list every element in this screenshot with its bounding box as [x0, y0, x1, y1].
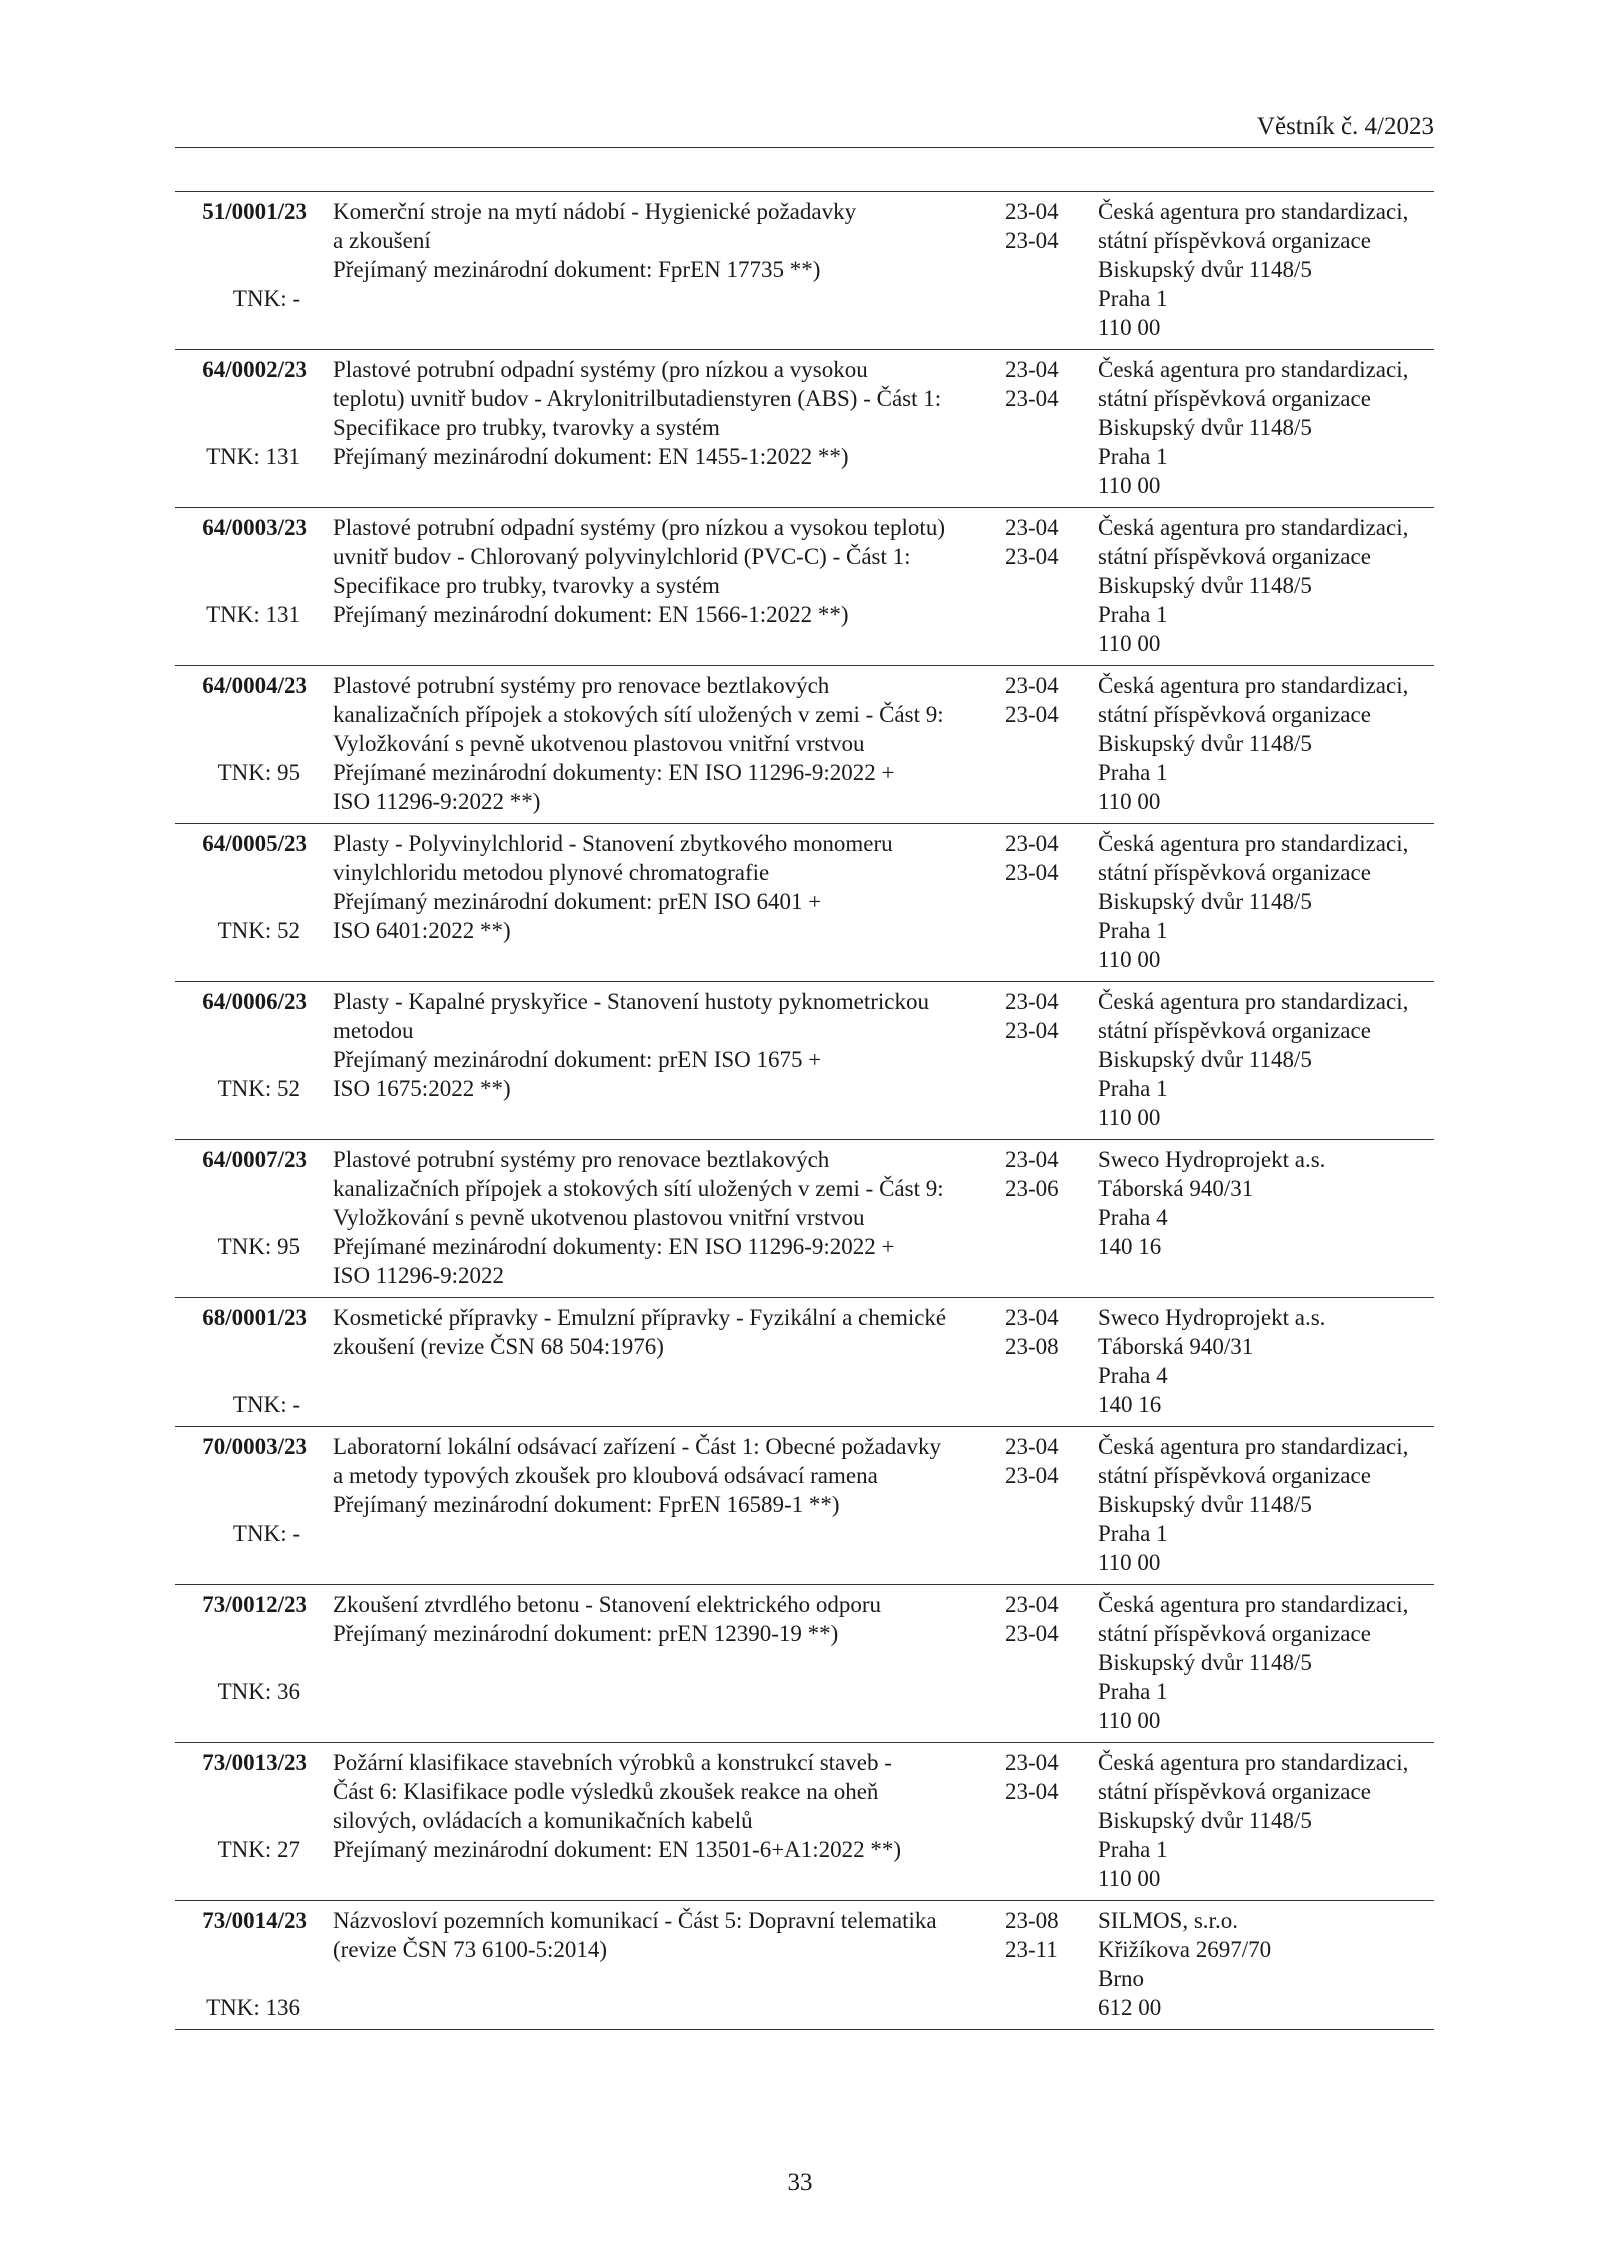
entry-id — [175, 1748, 307, 1777]
entry-date: 23-08 — [1005, 1908, 1059, 1933]
entry-title-line: metodou — [333, 1018, 414, 1043]
entry-org-line: 110 00 — [1098, 315, 1161, 340]
entry-tnk-text: TNK: - — [232, 1392, 300, 1417]
entry-org-line: Česká agentura pro standardizaci, — [1098, 673, 1409, 698]
entry-tnk-text: TNK: 95 — [217, 760, 300, 785]
entry-title-line: a zkoušení — [333, 228, 431, 253]
entry-organization — [1098, 1748, 1438, 1893]
entry-org-line: Táborská 940/31 — [1098, 1334, 1254, 1359]
entry-title-line: a metody typových zkoušek pro kloubová odsávací ramena — [333, 1463, 878, 1488]
entry-title-line: Přejímaný mezinárodní dokument: EN 1455-1:2022 **) — [333, 444, 849, 469]
entry-org-line: Praha 4 — [1098, 1205, 1168, 1230]
entry-date: 23-04 — [1005, 1621, 1059, 1646]
entry-title-line: kanalizačních přípojek a stokových sítí uložených v zemi - Část 9: — [333, 1176, 944, 1201]
entry-tnk-text: TNK: - — [232, 286, 300, 311]
entry-organization — [1098, 1145, 1438, 1261]
entry-tnk — [175, 1390, 300, 1419]
entry-id-text: 64/0005/23 — [202, 831, 307, 856]
entry-org-line: Praha 1 — [1098, 286, 1168, 311]
entry-title-line: Přejímaný mezinárodní dokument: FprEN 17735 **) — [333, 257, 821, 282]
table-row — [175, 1901, 1434, 2030]
entry-date: 23-04 — [1005, 1434, 1059, 1459]
entry-org-line: státní příspěvková organizace — [1098, 1463, 1371, 1488]
entry-title-line: Vyložkování s pevně ukotvenou plastovou vnitřní vrstvou — [333, 1205, 865, 1230]
entry-org-line: 110 00 — [1098, 1866, 1161, 1891]
entry-org-line: Biskupský dvůr 1148/5 — [1098, 415, 1312, 440]
entry-organization — [1098, 197, 1438, 342]
entry-title-line: Laboratorní lokální odsávací zařízení - Část 1: Obecné požadavky — [333, 1434, 941, 1459]
entry-org-line: 110 00 — [1098, 947, 1161, 972]
entry-tnk-text: TNK: 27 — [217, 1837, 300, 1862]
entry-title-line: teplotu) uvnitř budov - Akrylonitrilbutadienstyren (ABS) - Část 1: — [333, 386, 942, 411]
entry-id-text: 64/0003/23 — [202, 515, 307, 540]
entry-date: 23-04 — [1005, 1592, 1059, 1617]
entry-date: 23-04 — [1005, 673, 1059, 698]
entry-tnk-text: TNK: 95 — [217, 1234, 300, 1259]
entry-date: 23-04 — [1005, 515, 1059, 540]
entry-date: 23-04 — [1005, 860, 1059, 885]
entry-org-line: Česká agentura pro standardizaci, — [1098, 1592, 1409, 1617]
entry-org-line: 110 00 — [1098, 1708, 1161, 1733]
entry-organization — [1098, 1303, 1438, 1419]
entry-tnk — [175, 600, 300, 629]
entry-tnk — [175, 1519, 300, 1548]
entry-org-line: Česká agentura pro standardizaci, — [1098, 357, 1409, 382]
entry-organization — [1098, 1432, 1438, 1577]
entry-id-text: 51/0001/23 — [202, 199, 307, 224]
entry-date: 23-04 — [1005, 831, 1059, 856]
entry-org-line: Praha 1 — [1098, 444, 1168, 469]
entry-org-line: Sweco Hydroprojekt a.s. — [1098, 1305, 1326, 1330]
entry-org-line: Biskupský dvůr 1148/5 — [1098, 1808, 1312, 1833]
entry-org-line: státní příspěvková organizace — [1098, 1779, 1371, 1804]
entry-tnk — [175, 1232, 300, 1261]
entry-id-text: 64/0006/23 — [202, 989, 307, 1014]
entry-title-line: Specifikace pro trubky, tvarovky a systém — [333, 573, 720, 598]
entry-id — [175, 1303, 307, 1332]
entry-organization — [1098, 1590, 1438, 1735]
table-row — [175, 824, 1434, 982]
entry-org-line: Sweco Hydroprojekt a.s. — [1098, 1147, 1326, 1172]
entry-date: 23-04 — [1005, 199, 1059, 224]
standards-table — [175, 191, 1434, 2030]
entry-org-line: 110 00 — [1098, 1550, 1161, 1575]
entry-tnk-text: TNK: - — [232, 1521, 300, 1546]
entry-organization — [1098, 355, 1438, 500]
entry-title-line: ISO 1675:2022 **) — [333, 1076, 511, 1101]
entry-date: 23-04 — [1005, 1750, 1059, 1775]
entry-org-line: Praha 1 — [1098, 760, 1168, 785]
entry-date: 23-04 — [1005, 228, 1059, 253]
entry-org-line: Česká agentura pro standardizaci, — [1098, 515, 1409, 540]
entry-org-line: Biskupský dvůr 1148/5 — [1098, 257, 1312, 282]
entry-tnk — [175, 1993, 300, 2022]
entry-org-line: Biskupský dvůr 1148/5 — [1098, 1047, 1312, 1072]
entry-tnk-text: TNK: 36 — [217, 1679, 300, 1704]
entry-date: 23-04 — [1005, 357, 1059, 382]
entry-title-line: Názvosloví pozemních komunikací - Část 5: Dopravní telematika — [333, 1908, 937, 1933]
entry-organization — [1098, 1906, 1438, 2022]
entry-id — [175, 1432, 307, 1461]
entry-org-line: Česká agentura pro standardizaci, — [1098, 1434, 1409, 1459]
entry-org-line: 110 00 — [1098, 631, 1161, 656]
entry-id — [175, 671, 307, 700]
table-row — [175, 192, 1434, 350]
table-row — [175, 508, 1434, 666]
entry-id — [175, 1590, 307, 1619]
entry-title-line: Komerční stroje na mytí nádobí - Hygienické požadavky — [333, 199, 857, 224]
entry-title-line: ISO 11296-9:2022 — [333, 1263, 505, 1288]
entry-title-line: Přejímaný mezinárodní dokument: prEN ISO 1675 + — [333, 1047, 822, 1072]
entry-organization — [1098, 513, 1438, 658]
table-row — [175, 1743, 1434, 1901]
entry-date: 23-04 — [1005, 1147, 1059, 1172]
entry-tnk-text: TNK: 136 — [206, 1995, 300, 2020]
entry-tnk — [175, 1074, 300, 1103]
entry-org-line: 140 16 — [1098, 1392, 1162, 1417]
entry-organization — [1098, 829, 1438, 974]
entry-org-line: státní příspěvková organizace — [1098, 860, 1371, 885]
entry-title-line: Část 6: Klasifikace podle výsledků zkoušek reakce na oheň — [333, 1779, 879, 1804]
entry-title-line: Plastové potrubní odpadní systémy (pro nízkou a vysokou teplotu) — [333, 515, 945, 540]
table-row — [175, 982, 1434, 1140]
entry-title-line: zkoušení (revize ČSN 68 504:1976) — [333, 1334, 664, 1359]
page-number: 33 — [787, 2169, 813, 2196]
entry-org-line: 110 00 — [1098, 473, 1161, 498]
table-row — [175, 1140, 1434, 1298]
entry-id — [175, 513, 307, 542]
entry-date: 23-04 — [1005, 386, 1059, 411]
entry-tnk — [175, 916, 300, 945]
entry-tnk — [175, 1835, 300, 1864]
entry-date: 23-04 — [1005, 544, 1059, 569]
entry-date: 23-04 — [1005, 702, 1059, 727]
entry-id-text: 73/0014/23 — [202, 1908, 307, 1933]
entry-org-line: Biskupský dvůr 1148/5 — [1098, 1492, 1312, 1517]
entry-organization — [1098, 987, 1438, 1132]
entry-tnk — [175, 442, 300, 471]
entry-id — [175, 355, 307, 384]
entry-org-line: Biskupský dvůr 1148/5 — [1098, 573, 1312, 598]
entry-tnk — [175, 1677, 300, 1706]
entry-tnk-text: TNK: 131 — [206, 602, 300, 627]
entry-date: 23-04 — [1005, 1018, 1059, 1043]
entry-title-line: Plasty - Polyvinylchlorid - Stanovení zbytkového monomeru — [333, 831, 893, 856]
entry-org-line: Biskupský dvůr 1148/5 — [1098, 1650, 1312, 1675]
entry-tnk-text: TNK: 131 — [206, 444, 300, 469]
entry-title-line: Plastové potrubní systémy pro renovace beztlakových — [333, 1147, 830, 1172]
entry-org-line: Křižíkova 2697/70 — [1098, 1937, 1272, 1962]
entry-org-line: Praha 4 — [1098, 1363, 1168, 1388]
table-row — [175, 350, 1434, 508]
entry-title-line: uvnitř budov - Chlorovaný polyvinylchlorid (PVC-C) - Část 1: — [333, 544, 911, 569]
entry-org-line: státní příspěvková organizace — [1098, 1621, 1371, 1646]
entry-title-line: Přejímané mezinárodní dokumenty: EN ISO 11296-9:2022 + — [333, 1234, 895, 1259]
entry-title-line: Specifikace pro trubky, tvarovky a systém — [333, 415, 720, 440]
entry-org-line: Česká agentura pro standardizaci, — [1098, 1750, 1409, 1775]
entry-org-line: státní příspěvková organizace — [1098, 386, 1371, 411]
entry-org-line: Praha 1 — [1098, 918, 1168, 943]
entry-org-line: Česká agentura pro standardizaci, — [1098, 199, 1409, 224]
entry-title-line: Kosmetické přípravky - Emulzní přípravky - Fyzikální a chemické — [333, 1305, 947, 1330]
entry-org-line: Praha 1 — [1098, 1837, 1168, 1862]
entry-org-line: Praha 1 — [1098, 602, 1168, 627]
entry-org-line: státní příspěvková organizace — [1098, 544, 1371, 569]
entry-title-line: Přejímaný mezinárodní dokument: prEN ISO 6401 + — [333, 889, 822, 914]
entry-id-text: 68/0001/23 — [202, 1305, 307, 1330]
entry-id — [175, 1145, 307, 1174]
entry-id-text: 73/0013/23 — [202, 1750, 307, 1775]
entry-date: 23-11 — [1005, 1937, 1058, 1962]
entry-org-line: SILMOS, s.r.o. — [1098, 1908, 1238, 1933]
table-row — [175, 1427, 1434, 1585]
entry-org-line: Praha 1 — [1098, 1521, 1168, 1546]
entry-org-line: 612 00 — [1098, 1995, 1162, 2020]
entry-id-text: 73/0012/23 — [202, 1592, 307, 1617]
entry-id — [175, 197, 307, 226]
table-row — [175, 666, 1434, 824]
entry-org-line: státní příspěvková organizace — [1098, 1018, 1371, 1043]
entry-title-line: Přejímaný mezinárodní dokument: EN 1566-1:2022 **) — [333, 602, 849, 627]
entry-tnk-text: TNK: 52 — [217, 1076, 300, 1101]
entry-org-line: Česká agentura pro standardizaci, — [1098, 831, 1409, 856]
entry-org-line: Biskupský dvůr 1148/5 — [1098, 889, 1312, 914]
entry-date: 23-04 — [1005, 989, 1059, 1014]
entry-organization — [1098, 671, 1438, 816]
entry-title-line: kanalizačních přípojek a stokových sítí uložených v zemi - Část 9: — [333, 702, 944, 727]
entry-title-line: ISO 11296-9:2022 **) — [333, 789, 541, 814]
entry-id — [175, 829, 307, 858]
entry-date: 23-06 — [1005, 1176, 1059, 1201]
entry-title-line: ISO 6401:2022 **) — [333, 918, 511, 943]
entry-title-line: Přejímaný mezinárodní dokument: prEN 12390-19 **) — [333, 1621, 839, 1646]
table-row — [175, 1298, 1434, 1427]
entry-title-line: Vyložkování s pevně ukotvenou plastovou vnitřní vrstvou — [333, 731, 865, 756]
entry-date: 23-04 — [1005, 1305, 1059, 1330]
entry-title-line: vinylchloridu metodou plynové chromatografie — [333, 860, 770, 885]
entry-org-line: Praha 1 — [1098, 1076, 1168, 1101]
entry-title-line: Přejímaný mezinárodní dokument: FprEN 16589-1 **) — [333, 1492, 840, 1517]
entry-org-line: 110 00 — [1098, 1105, 1161, 1130]
entry-date: 23-04 — [1005, 1779, 1059, 1804]
entry-org-line: Praha 1 — [1098, 1679, 1168, 1704]
entry-title-line: (revize ČSN 73 6100-5:2014) — [333, 1937, 608, 1962]
entry-title-line: Plastové potrubní systémy pro renovace beztlakových — [333, 673, 830, 698]
entry-org-line: státní příspěvková organizace — [1098, 228, 1371, 253]
entry-title-line: silových, ovládacích a komunikačních kabelů — [333, 1808, 753, 1833]
page-header — [175, 112, 1434, 142]
entry-tnk — [175, 284, 300, 313]
entry-org-line: státní příspěvková organizace — [1098, 702, 1371, 727]
entry-id-text: 70/0003/23 — [202, 1434, 307, 1459]
entry-tnk-text: TNK: 52 — [217, 918, 300, 943]
entry-title-line: Přejímaný mezinárodní dokument: EN 13501-6+A1:2022 **) — [333, 1837, 902, 1862]
entry-date: 23-04 — [1005, 1463, 1059, 1488]
page-footer — [0, 2168, 1600, 2198]
entry-id — [175, 1906, 307, 1935]
entry-title-line: Požární klasifikace stavebních výrobků a konstrukcí staveb - — [333, 1750, 892, 1775]
entry-org-line: 140 16 — [1098, 1234, 1162, 1259]
entry-org-line: Táborská 940/31 — [1098, 1176, 1254, 1201]
entry-id-text: 64/0007/23 — [202, 1147, 307, 1172]
entry-tnk — [175, 758, 300, 787]
journal-title: Věstník č. 4/2023 — [1256, 113, 1434, 140]
header-divider — [175, 147, 1434, 148]
entry-org-line: 110 00 — [1098, 789, 1161, 814]
entry-org-line: Česká agentura pro standardizaci, — [1098, 989, 1409, 1014]
entry-title-line: Zkoušení ztvrdlého betonu - Stanovení elektrického odporu — [333, 1592, 882, 1617]
entry-date: 23-08 — [1005, 1334, 1059, 1359]
table-row — [175, 1585, 1434, 1743]
entry-org-line: Biskupský dvůr 1148/5 — [1098, 731, 1312, 756]
entry-id — [175, 987, 307, 1016]
entry-title-line: Přejímané mezinárodní dokumenty: EN ISO 11296-9:2022 + — [333, 760, 895, 785]
entry-id-text: 64/0004/23 — [202, 673, 307, 698]
entry-title-line: Plasty - Kapalné pryskyřice - Stanovení hustoty pyknometrickou — [333, 989, 929, 1014]
entry-org-line: Brno — [1098, 1966, 1144, 1991]
entry-title-line: Plastové potrubní odpadní systémy (pro nízkou a vysokou — [333, 357, 868, 382]
entry-id-text: 64/0002/23 — [202, 357, 307, 382]
